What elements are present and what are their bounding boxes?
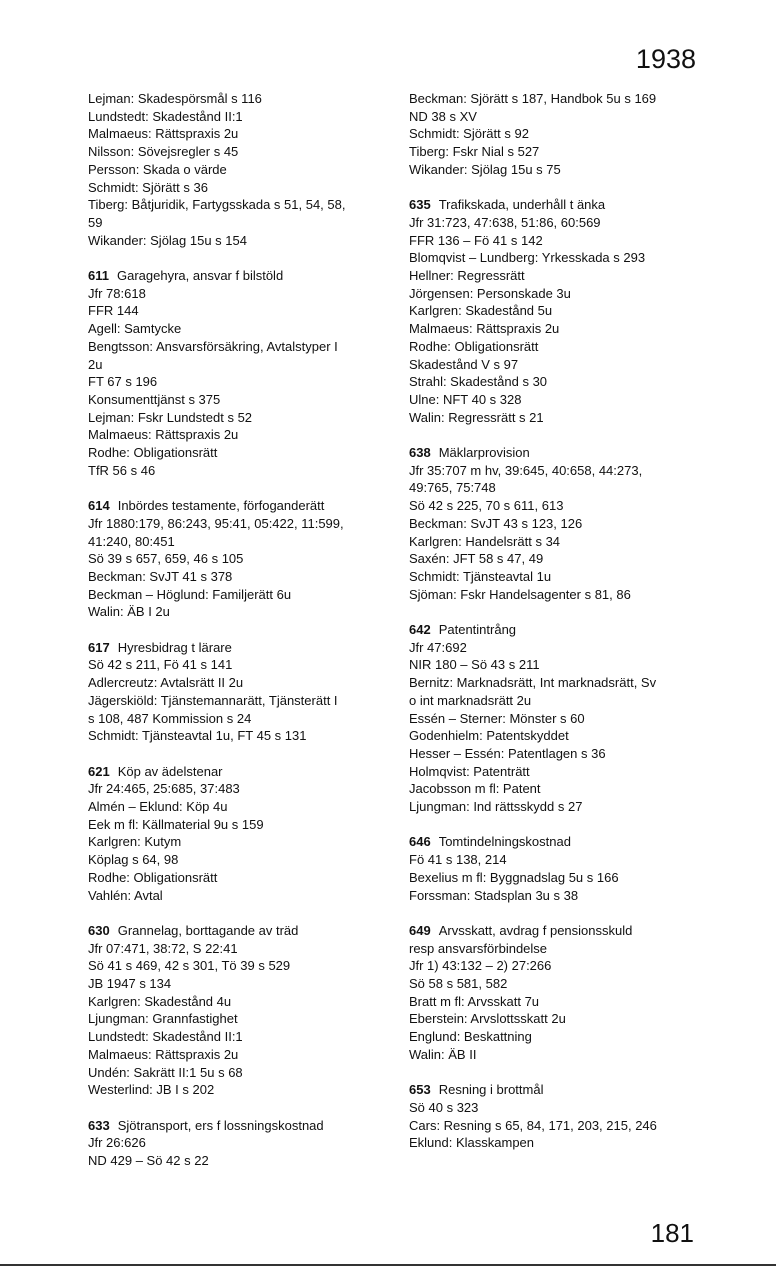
entry-number: 642	[409, 622, 431, 638]
entry-heading: Resning i brottmål	[438, 1082, 544, 1098]
reference-line: Jfr 47:692	[409, 639, 467, 655]
reference-line: Beckman: Sjörätt s 187, Handbok 5u s 169	[409, 91, 657, 106]
reference-line: Holmqvist: Patenträtt	[409, 763, 530, 779]
entry-number: 635	[409, 197, 431, 213]
reference-line: Eek m fl: Källmaterial 9u s 159	[88, 816, 264, 832]
entry-continuation	[88, 90, 388, 249]
reference-line: Sö 41 s 469, 42 s 301, Tö 39 s 529	[88, 958, 291, 974]
reference-line: 59	[88, 214, 103, 230]
reference-line: Malmaeus: Rättspraxis 2u	[88, 126, 239, 142]
right-column	[409, 90, 697, 1170]
reference-line: Rodhe: Obligationsrätt	[88, 869, 218, 885]
reference-line: Jfr 31:723, 47:638, 51:86, 60:569	[409, 214, 601, 230]
reference-line: FFR 136 – Fö 41 s 142	[409, 232, 543, 248]
reference-line: Jörgensen: Personskade 3u	[409, 285, 571, 301]
entry-621	[88, 763, 388, 905]
reference-line: Westerlind: JB I s 202	[88, 1082, 215, 1098]
entry-heading: Grannelag, borttagande av träd	[117, 922, 299, 938]
reference-line: Lejman: Skadespörsmål s 116	[88, 91, 262, 106]
reference-line: Hellner: Regressrätt	[409, 268, 525, 284]
entry-number: 617	[88, 639, 110, 655]
reference-line: Schmidt: Sjörätt s 36	[88, 179, 208, 195]
reference-line: Beckman: SvJT 43 s 123, 126	[409, 515, 583, 531]
reference-line: Undén: Sakrätt II:1 5u s 68	[88, 1064, 243, 1080]
reference-line: Beckman – Höglund: Familjerätt 6u	[88, 586, 292, 602]
reference-line: Walin: Regressrätt s 21	[409, 409, 544, 425]
reference-line: Malmaeus: Rättspraxis 2u	[409, 321, 560, 337]
reference-line: Walin: ÄB I 2u	[88, 604, 170, 620]
entry-heading-line	[88, 639, 388, 657]
entry-heading-line	[409, 833, 697, 851]
reference-line: Wikander: Sjölag 15u s 154	[88, 232, 247, 248]
reference-line: Karlgren: Handelsrätt s 34	[409, 533, 561, 549]
entry-heading-line	[409, 621, 697, 639]
reference-line: Schmidt: Sjörätt s 92	[409, 126, 529, 142]
reference-line: Cars: Resning s 65, 84, 171, 203, 215, 246	[409, 1117, 657, 1133]
page-bottom-rule	[0, 1264, 776, 1266]
reference-line: 49:765, 75:748	[409, 480, 496, 496]
reference-line: Hesser – Essén: Patentlagen s 36	[409, 745, 606, 761]
reference-line: FFR 144	[88, 303, 139, 319]
reference-line: Tiberg: Fskr Nial s 527	[409, 144, 540, 160]
left-column	[88, 90, 388, 1187]
entry-646	[409, 833, 697, 904]
entry-number: 614	[88, 498, 110, 514]
reference-line: Jägerskiöld: Tjänstemannarätt, Tjänsterätt I	[88, 692, 338, 708]
reference-line: Forssman: Stadsplan 3u s 38	[409, 887, 579, 903]
reference-line: Sö 39 s 657, 659, 46 s 105	[88, 551, 244, 567]
reference-line: Jfr 1880:179, 86:243, 95:41, 05:422, 11:599,	[88, 515, 344, 531]
page-year-header: 1938	[635, 44, 696, 74]
entry-number: 653	[409, 1082, 431, 1098]
reference-line: Lundstedt: Skadestånd II:1	[88, 108, 243, 124]
reference-line: TfR 56 s 46	[88, 462, 156, 478]
reference-line: Godenhielm: Patentskyddet	[409, 728, 569, 744]
reference-line: Lejman: Fskr Lundstedt s 52	[88, 409, 253, 425]
reference-line: Lundstedt: Skadestånd II:1	[88, 1029, 243, 1045]
reference-line: Ljungman: Ind rättsskydd s 27	[409, 799, 583, 815]
reference-line: Jfr 26:626	[88, 1135, 146, 1151]
entry-heading: Inbördes testamente, förfoganderätt	[117, 498, 325, 514]
reference-line: Essén – Sterner: Mönster s 60	[409, 710, 585, 726]
reference-line: Almén – Eklund: Köp 4u	[88, 799, 228, 815]
entry-heading: Köp av ädelstenar	[117, 763, 223, 779]
reference-line: Eklund: Klasskampen	[409, 1135, 535, 1151]
reference-line: Schmidt: Tjänsteavtal 1u	[409, 568, 552, 584]
reference-line: Sjöman: Fskr Handelsagenter s 81, 86	[409, 586, 631, 602]
reference-line: Malmaeus: Rättspraxis 2u	[88, 1046, 239, 1062]
entry-heading: Mäklarprovision	[438, 445, 530, 461]
reference-line: s 108, 487 Kommission s 24	[88, 710, 252, 726]
reference-line: ND 38 s XV	[409, 108, 477, 124]
reference-line: Bengtsson: Ansvarsförsäkring, Avtalstyper I	[88, 338, 338, 354]
entry-642	[409, 621, 697, 816]
reference-line: Köplag s 64, 98	[88, 852, 179, 868]
reference-line: Konsumenttjänst s 375	[88, 391, 221, 407]
entry-heading-line	[409, 196, 697, 214]
reference-line: Sö 42 s 211, Fö 41 s 141	[88, 657, 233, 673]
entry-635	[409, 196, 697, 426]
entry-633	[88, 1117, 388, 1170]
entry-number: 649	[409, 922, 431, 938]
entry-617	[88, 639, 388, 745]
entry-heading-line	[409, 444, 697, 462]
entry-611	[88, 267, 388, 479]
reference-line: Karlgren: Skadestånd 4u	[88, 993, 232, 1009]
reference-line: o int marknadsrätt 2u	[409, 692, 532, 708]
reference-line: NIR 180 – Sö 43 s 211	[409, 657, 540, 673]
reference-line: Ulne: NFT 40 s 328	[409, 391, 522, 407]
reference-line: Rodhe: Obligationsrätt	[409, 338, 539, 354]
reference-line: Adlercreutz: Avtalsrätt II 2u	[88, 675, 244, 691]
reference-line: Blomqvist – Lundberg: Yrkesskada s 293	[409, 250, 646, 266]
reference-line: Walin: ÄB II	[409, 1046, 477, 1062]
entry-heading-line	[409, 922, 697, 940]
reference-line: Sö 40 s 323	[409, 1099, 479, 1115]
entry-heading-line	[88, 1117, 388, 1135]
entry-638	[409, 444, 697, 603]
reference-line: Sö 58 s 581, 582	[409, 976, 508, 992]
reference-line: Jfr 24:465, 25:685, 37:483	[88, 781, 240, 797]
entry-heading-line	[409, 1081, 697, 1099]
entry-heading: Garagehyra, ansvar f bilstöld	[116, 268, 284, 284]
reference-line: JB 1947 s 134	[88, 976, 172, 992]
entry-heading-line	[88, 922, 388, 940]
reference-line: Rodhe: Obligationsrätt	[88, 445, 218, 461]
reference-line: Bernitz: Marknadsrätt, Int marknadsrätt, Sv	[409, 675, 657, 691]
reference-line: resp ansvarsförbindelse	[409, 940, 548, 956]
entry-continuation	[409, 90, 697, 179]
reference-line: Persson: Skada o värde	[88, 161, 227, 177]
reference-line: Schmidt: Tjänsteavtal 1u, FT 45 s 131	[88, 728, 307, 744]
entry-653	[409, 1081, 697, 1152]
entry-630	[88, 922, 388, 1099]
reference-line: Karlgren: Kutym	[88, 834, 182, 850]
entry-number: 621	[88, 763, 110, 779]
reference-line: ND 429 – Sö 42 s 22	[88, 1153, 209, 1169]
reference-line: Nilsson: Sövejsregler s 45	[88, 144, 239, 160]
entry-614	[88, 497, 388, 621]
reference-line: Malmaeus: Rättspraxis 2u	[88, 427, 239, 443]
entry-heading: Sjötransport, ers f lossningskostnad	[117, 1117, 324, 1133]
reference-line: Bratt m fl: Arvsskatt 7u	[409, 993, 540, 1009]
reference-line: Jfr 78:618	[88, 285, 146, 301]
entry-heading: Hyresbidrag t lärare	[117, 639, 232, 655]
reference-line: Beckman: SvJT 41 s 378	[88, 568, 233, 584]
entry-heading: Tomtindelningskostnad	[438, 834, 571, 850]
reference-line: Ljungman: Grannfastighet	[88, 1011, 238, 1027]
entry-649	[409, 922, 697, 1064]
entry-heading: Trafikskada, underhåll t änka	[438, 197, 606, 213]
reference-line: Fö 41 s 138, 214	[409, 852, 507, 868]
reference-line: Eberstein: Arvslottsskatt 2u	[409, 1011, 566, 1027]
entry-heading: Arvsskatt, avdrag f pensionsskuld	[438, 922, 633, 938]
reference-line: FT 67 s 196	[88, 374, 158, 390]
entry-number: 638	[409, 445, 431, 461]
reference-line: Jfr 07:471, 38:72, S 22:41	[88, 940, 238, 956]
reference-line: Jacobsson m fl: Patent	[409, 781, 541, 797]
entry-number: 630	[88, 922, 110, 938]
reference-line: Karlgren: Skadestånd 5u	[409, 303, 553, 319]
entry-number: 646	[409, 834, 431, 850]
reference-line: Jfr 1) 43:132 – 2) 27:266	[409, 958, 552, 974]
entry-heading-line	[88, 763, 388, 781]
reference-line: Strahl: Skadestånd s 30	[409, 374, 548, 390]
reference-line: Tiberg: Båtjuridik, Fartygsskada s 51, 54, 58,	[88, 197, 346, 213]
reference-line: Saxén: JFT 58 s 47, 49	[409, 551, 544, 567]
reference-line: 2u	[88, 356, 103, 372]
reference-line: Vahlén: Avtal	[88, 887, 163, 903]
reference-line: Skadestånd V s 97	[409, 356, 519, 372]
reference-line: Bexelius m fl: Byggnadslag 5u s 166	[409, 869, 619, 885]
reference-line: Wikander: Sjölag 15u s 75	[409, 161, 561, 177]
entry-number: 611	[88, 268, 109, 284]
entry-number: 633	[88, 1117, 110, 1133]
entry-heading-line	[88, 267, 388, 285]
entry-heading-line	[88, 497, 388, 515]
reference-line: Agell: Samtycke	[88, 321, 182, 337]
reference-line: Jfr 35:707 m hv, 39:645, 40:658, 44:273,	[409, 462, 643, 478]
reference-line: 41:240, 80:451	[88, 533, 175, 549]
reference-line: Sö 42 s 225, 70 s 611, 613	[409, 498, 564, 514]
entry-heading: Patentintrång	[438, 622, 517, 638]
reference-line: Englund: Beskattning	[409, 1029, 532, 1045]
page-number: 181	[650, 1218, 694, 1248]
